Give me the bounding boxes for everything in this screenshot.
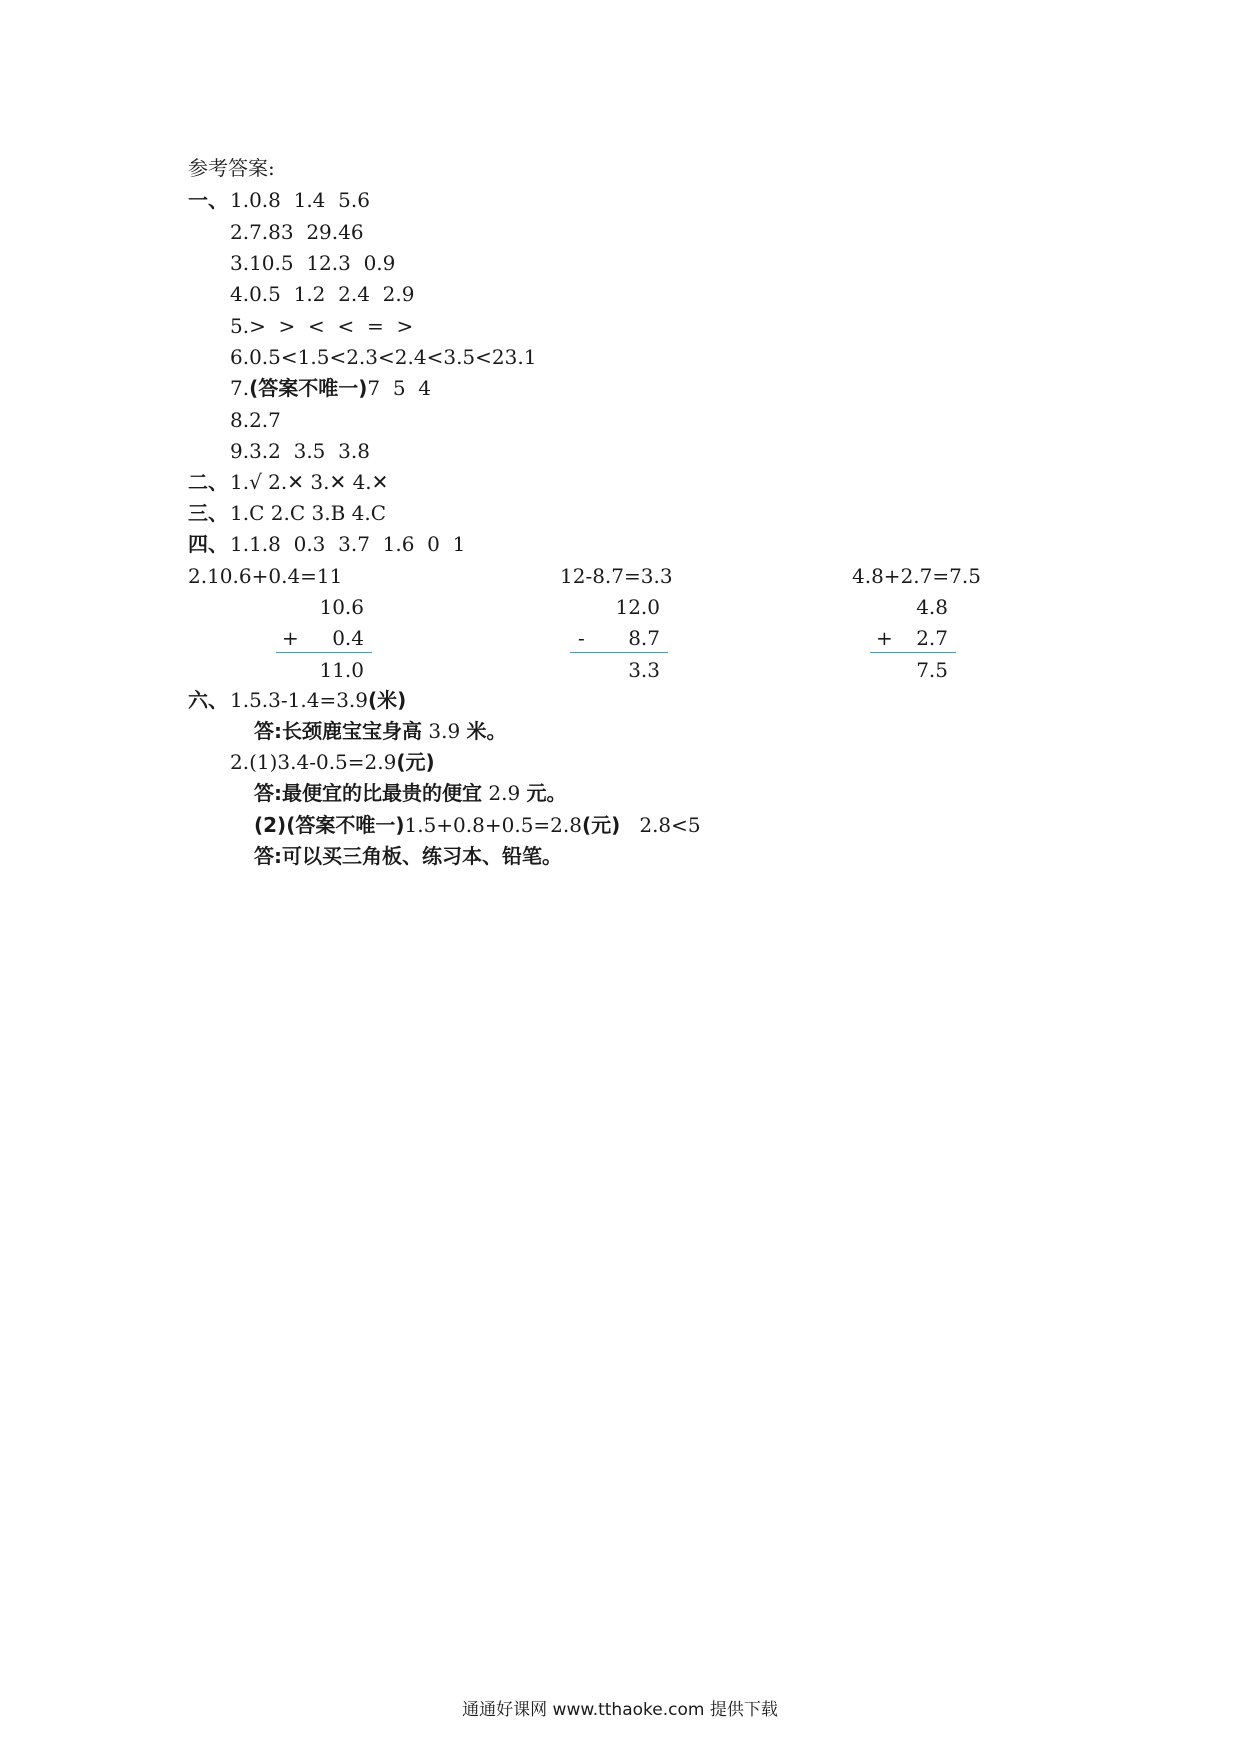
calc-2-bottom: 8.7	[628, 626, 660, 650]
calc-2-top: 12.0	[615, 595, 660, 619]
calc-3-operator: +	[876, 626, 893, 650]
calc-1-operator: +	[282, 626, 299, 650]
calc-1-bottom: 0.4	[332, 626, 364, 650]
calc-2-equation: 12-8.7=3.3	[560, 564, 673, 588]
answer-3: 1.C 2.C 3.B 4.C	[230, 501, 387, 525]
calc-3-result: 7.5	[916, 658, 948, 682]
answer-1-7-number: 7.	[230, 376, 250, 400]
problem-6-1-answer	[254, 717, 507, 745]
calc-3-bottom: 2.7	[916, 626, 948, 650]
answer-1-9: 9.3.2 3.5 3.8	[230, 439, 370, 463]
problem-6-1	[230, 686, 406, 714]
section-6-marker: 六、	[188, 688, 228, 712]
problem-6-2-1-unit: (元)	[396, 750, 435, 774]
section-4-marker: 四、	[188, 532, 228, 556]
calc-2-operator: -	[578, 626, 585, 650]
section-2-marker: 二、	[188, 470, 228, 494]
answer-4-1: 1.1.8 0.3 3.7 1.6 0 1	[230, 532, 466, 556]
problem-6-2-1-answer-label: 答:最便宜的比最贵的便宜	[254, 781, 482, 805]
answer-2: 1.√ 2.✕ 3.✕ 4.✕	[230, 470, 389, 494]
problem-6-2-2-label: (2)(答案不唯一)	[254, 813, 405, 837]
calc-1-equation: 2.10.6+0.4=11	[188, 564, 343, 588]
problem-6-2-1	[230, 748, 435, 776]
problem-6-2-1-answer-value: 2.9	[488, 781, 521, 805]
calc-3-top: 4.8	[916, 595, 948, 619]
calc-3-rule	[870, 652, 956, 653]
problem-6-2-2-unit: (元)	[581, 813, 621, 837]
problem-6-1-answer-value: 3.9	[428, 719, 461, 743]
answer-1-7	[230, 374, 431, 402]
problem-6-2-1-answer	[254, 779, 567, 807]
problem-6-2-1-expression: 2.(1)3.4-0.5=2.9	[230, 750, 397, 774]
problem-6-2-2-answer: 答:可以买三角板、练习本、铅笔。	[254, 844, 562, 868]
problem-6-1-unit: (米)	[368, 688, 407, 712]
answer-1-6: 6.0.5<1.5<2.3<2.4<3.5<23.1	[230, 345, 537, 369]
section-1-marker: 一、	[188, 188, 228, 212]
answer-1-2: 2.7.83 29.46	[230, 220, 364, 244]
calc-3-equation: 4.8+2.7=7.5	[852, 564, 981, 588]
problem-6-2-2	[254, 811, 701, 839]
problem-6-2-1-answer-unit: 元。	[526, 781, 567, 805]
problem-6-1-answer-label: 答:长颈鹿宝宝身高	[254, 719, 422, 743]
calc-1-rule	[276, 652, 372, 653]
problem-6-1-expression: 1.5.3-1.4=3.9	[230, 688, 369, 712]
calc-2-result: 3.3	[628, 658, 660, 682]
calc-1-result: 11.0	[319, 658, 364, 682]
problem-6-1-answer-unit: 米。	[466, 719, 507, 743]
answer-1-5: 5.> > < < = >	[230, 314, 414, 338]
answer-1-8: 8.2.7	[230, 408, 281, 432]
calc-1-top: 10.6	[319, 595, 364, 619]
footer-credit: 通通好课网 www.tthaoke.com 提供下载	[462, 1700, 778, 1720]
calc-2-rule	[570, 652, 668, 653]
page-heading: 参考答案:	[188, 156, 275, 180]
section-3-marker: 三、	[188, 501, 228, 525]
problem-6-2-2-expression: 1.5+0.8+0.5=2.8	[404, 813, 582, 837]
answer-1-3: 3.10.5 12.3 0.9	[230, 251, 396, 275]
answer-1-7-note: (答案不唯一)	[249, 376, 368, 400]
problem-6-2-2-compare: 2.8<5	[639, 813, 701, 837]
answer-1-4: 4.0.5 1.2 2.4 2.9	[230, 282, 415, 306]
answer-1-1: 1.0.8 1.4 5.6	[230, 188, 370, 212]
answer-1-7-values: 7 5 4	[367, 376, 431, 400]
